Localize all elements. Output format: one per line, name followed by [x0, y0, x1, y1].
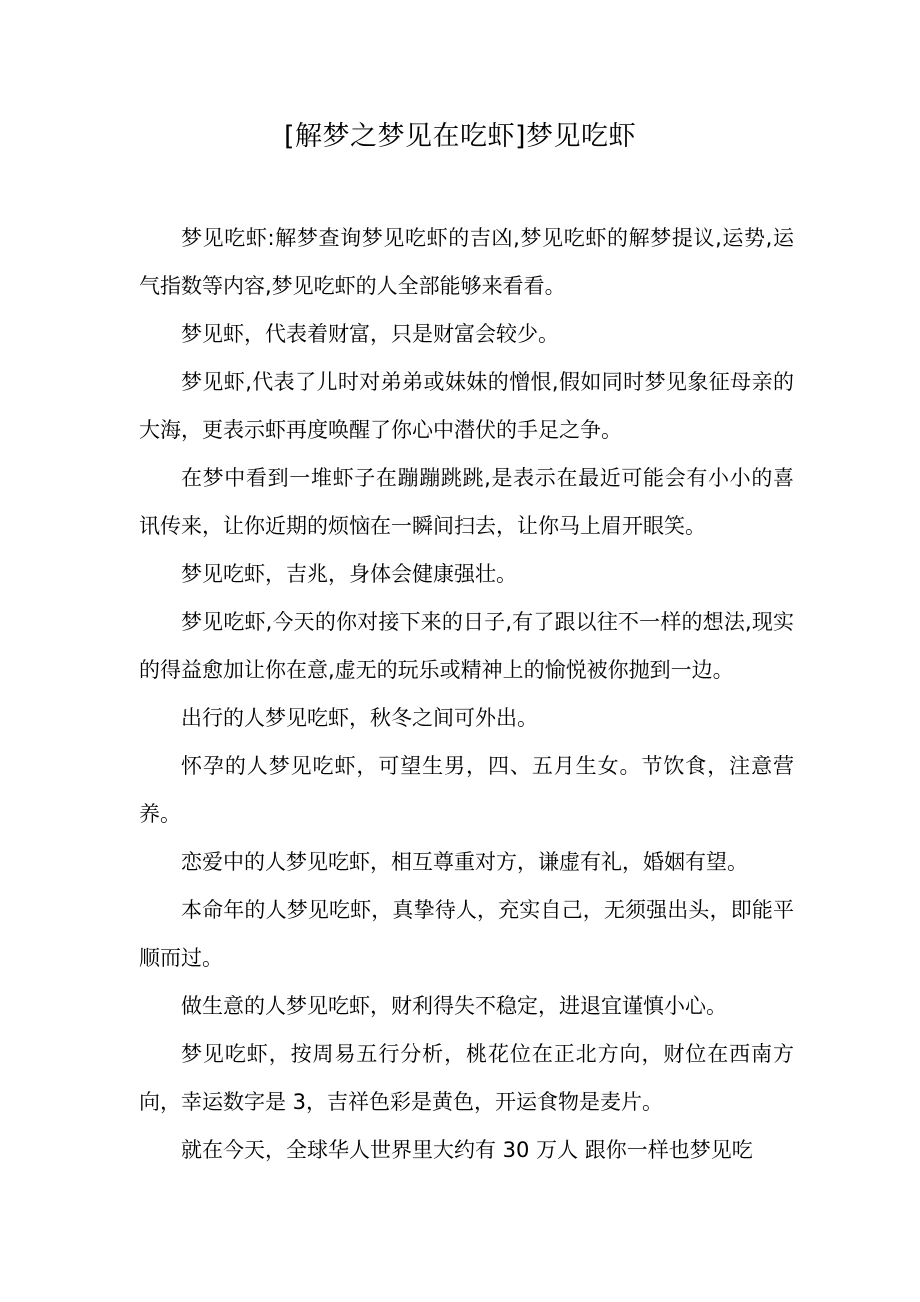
paragraph: 梦见吃虾，按周易五行分析，桃花位在正北方向，财位在西南方向，幸运数字是 3，吉祥色彩是黄色，开运食物是麦片。 [139, 1042, 794, 1114]
paragraph: 恋爱中的人梦见吃虾，相互尊重对方，谦虚有礼，婚姻有望。 [181, 850, 748, 874]
paragraph: 出行的人梦见吃虾，秋冬之间可外出。 [181, 706, 538, 730]
paragraph: 在梦中看到一堆虾子在蹦蹦跳跳,是表示在最近可能会有小小的喜讯传来，让你近期的烦恼在一瞬间扫去，让你马上眉开眼笑。 [139, 466, 794, 538]
paragraph: 梦见吃虾:解梦查询梦见吃虾的吉凶,梦见吃虾的解梦提议,运势,运气指数等内容,梦见吃虾的人全部能够来看看。 [139, 226, 794, 298]
paragraph: 梦见虾,代表了儿时对弟弟或妹妹的憎恨,假如同时梦见象征母亲的大海，更表示虾再度唤醒了你心中潜伏的手足之争。 [139, 370, 794, 442]
paragraph: 本命年的人梦见吃虾，真挚待人，充实自己，无须强出头，即能平顺而过。 [139, 898, 794, 970]
paragraph: 怀孕的人梦见吃虾，可望生男，四、五月生女。节饮食，注意营养。 [139, 754, 794, 826]
paragraph: 梦见吃虾，吉兆，身体会健康强壮。 [181, 562, 517, 586]
paragraph: 做生意的人梦见吃虾，财利得失不稳定，进退宜谨慎小心。 [181, 994, 727, 1018]
document-title: [解梦之梦见在吃虾]梦见吃虾 [283, 121, 637, 152]
paragraph: 梦见吃虾,今天的你对接下来的日子,有了跟以往不一样的想法,现实的得益愈加让你在意,虚无的玩乐或精神上的愉悦被你抛到一边。 [139, 610, 794, 682]
paragraph: 梦见虾，代表着财富，只是财富会较少。 [181, 322, 559, 346]
document-body [139, 214, 794, 1174]
paragraph: 就在今天，全球华人世界里大约有 30 万人 跟你一样也梦见吃 [181, 1138, 753, 1162]
